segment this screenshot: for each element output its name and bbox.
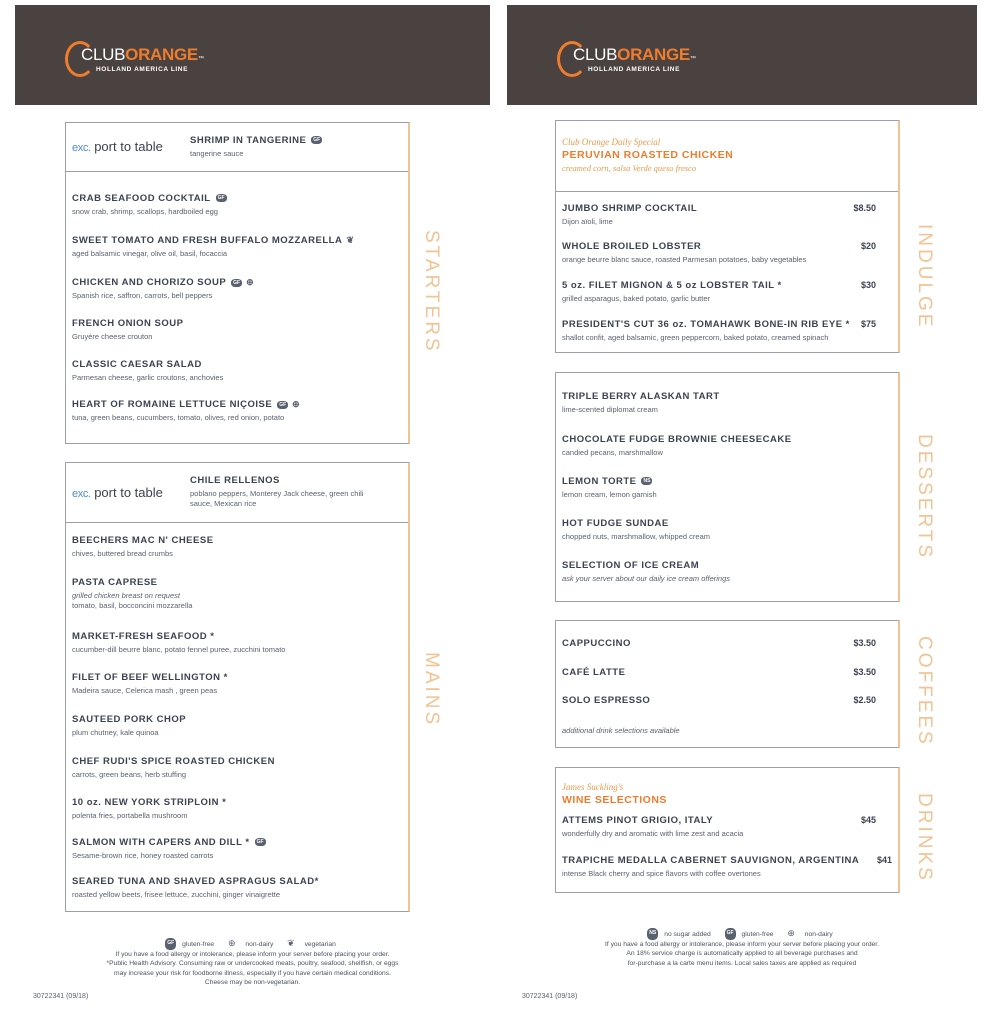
mains-section	[65, 462, 410, 912]
menu-item: ATTEMS PINOT GRIGIO, ITALY wonderfully dry and aromatic with lime zest and acacia	[562, 815, 744, 838]
footer-notes: GF gluten-free ⊕ non-dairy ❦ vegetarian If you have a food allergy or intolerance, please inform your server before placing your order. *Public Health Advisory. Consuming raw or undercooked meats, poultry, seafood, shellfish, or eggs may increase your risk for foodborne illness, especially if you have certain medical conditions. Cheese may be non-vegetarian.	[15, 938, 490, 988]
coffees-section	[555, 620, 900, 748]
section-heading-starters: STARTERS	[421, 230, 442, 354]
price: $8.50	[853, 203, 876, 213]
header-banner: CLUBORANGE™ HOLLAND AMERICA LINE	[507, 5, 977, 105]
coffee-note: additional drink selections available	[562, 726, 680, 735]
section-heading-drinks: DRINKS	[914, 793, 935, 883]
menu-item: TRIPLE BERRY ALASKAN TART lime-scented diplomat cream	[562, 391, 720, 414]
section-heading-indulge: INDULGE	[914, 224, 935, 330]
menu-item: SHRIMP IN TANGERINE GF tangerine sauce	[190, 135, 321, 158]
port-to-table-label: exc. port to table	[72, 485, 163, 500]
section-heading-coffees: COFFEES	[914, 636, 935, 747]
non-dairy-icon: ⊕	[787, 928, 795, 938]
menu-item: PRESIDENT'S CUT 36 oz. TOMAHAWK BONE-IN RIB EYE * shallot confit, aged balsamic, green peppercorn, baked potato, creamed spinach	[562, 319, 850, 342]
menu-item: FRENCH ONION SOUP Gruyère cheese crouton	[72, 318, 184, 341]
desserts-section	[555, 372, 900, 602]
section-heading-mains: MAINS	[421, 652, 442, 728]
menu-item: CHILE RELLENOS poblano peppers, Monterey Jack cheese, green chili sauce, Mexican rice	[190, 475, 364, 508]
price: $3.50	[853, 667, 876, 677]
gluten-free-icon: GF	[313, 137, 321, 144]
menu-item: CRAB SEAFOOD COCKTAIL GF snow crab, shrimp, scallops, hardboiled egg	[72, 193, 225, 216]
menu-item: HOT FUDGE SUNDAE chopped nuts, marshmallow, whipped cream	[562, 518, 710, 541]
footer-notes: NS no sugar added GF gluten-free ⊕ non-dairy If you have a food allergy or intolerance, please inform your server before placing your order. An 18% service charge is automatically applied to all beverage purchases and for-purchase a la carte menu items. Local sales taxes are applied as required	[507, 928, 977, 968]
gluten-free-icon: GF	[233, 279, 241, 286]
non-dairy-icon: ⊕	[292, 399, 301, 409]
menu-item: SWEET TOMATO AND FRESH BUFFALO MOZZARELLA ❦ aged balsamic vinegar, olive oil, basil, focaccia	[72, 235, 355, 259]
section-heading-desserts: DESSERTS	[914, 434, 935, 561]
daily-special: Club Orange Daily Special PERUVIAN ROASTED CHICKEN creamed corn, salsa Verde queso fresco	[562, 137, 734, 173]
price: $20	[860, 241, 876, 251]
price: $30	[860, 280, 876, 290]
menu-page-right	[507, 0, 977, 1024]
non-dairy-icon: ⊕	[228, 938, 236, 948]
menu-item: CHOCOLATE FUDGE BROWNIE CHEESECAKE candied pecans, marshmallow	[562, 434, 792, 457]
header-banner: CLUBORANGE™ HOLLAND AMERICA LINE	[15, 5, 490, 105]
menu-item: JUMBO SHRIMP COCKTAIL Dijon aïoli, lime	[562, 203, 698, 226]
drinks-section	[555, 767, 900, 893]
menu-item: SOLO ESPRESSO	[562, 695, 651, 706]
menu-item: SELECTION OF ICE CREAM ask your server about our daily ice cream offerings	[562, 560, 730, 583]
menu-item: WHOLE BROILED LOBSTER orange beurre blanc sauce, roasted Parmesan potatoes, baby vegetables	[562, 241, 807, 264]
price: $2.50	[853, 695, 876, 705]
dietary-legend: NS no sugar added GF gluten-free ⊕ non-dairy	[649, 928, 833, 938]
no-sugar-icon: NS	[643, 478, 651, 485]
menu-item: SEARED TUNA AND SHAVED ASPRAGUS SALAD* roasted yellow beets, frisee lettuce, zucchini, ginger vinaigrette	[72, 876, 319, 899]
menu-item: 5 oz. FILET MIGNON & 5 oz LOBSTER TAIL * grilled asparagus, baked potato, garlic butter	[562, 280, 782, 303]
menu-item: CHICKEN AND CHORIZO SOUP GF ⊕ Spanish rice, saffron, carrots, bell peppers	[72, 277, 255, 301]
gluten-free-icon: GF	[279, 401, 287, 408]
menu-item: CAPPUCCINO	[562, 638, 631, 649]
menu-item: LEMON TORTE NS lemon cream, lemon garnish	[562, 476, 657, 499]
price: $3.50	[853, 638, 876, 648]
menu-item: PASTA CAPRESE grilled chicken breast on request tomato, basil, bocconcini mozzarella	[72, 577, 193, 610]
menu-item: MARKET-FRESH SEAFOOD * cucumber-dill beurre blanc, potato fennel puree, zucchini tomato	[72, 631, 286, 654]
divider	[66, 171, 408, 172]
vegetarian-icon: ❦	[287, 938, 295, 948]
starters-section	[65, 122, 410, 444]
non-dairy-icon: ⊕	[246, 277, 255, 287]
dietary-legend: GF gluten-free ⊕ non-dairy ❦ vegetarian	[167, 938, 336, 948]
gluten-free-icon: GF	[217, 195, 225, 202]
menu-item: CAFÉ LATTE	[562, 667, 626, 678]
menu-page-left	[15, 0, 490, 1024]
wine-selections-title: James Suckling's WINE SELECTIONS	[562, 782, 667, 806]
menu-item: SAUTEED PORK CHOP plum chutney, kale quinoa	[72, 714, 187, 737]
divider	[66, 522, 408, 523]
no-sugar-icon: NS	[647, 928, 658, 940]
indulge-section	[555, 120, 900, 353]
port-to-table-label: exc. port to table	[72, 139, 163, 154]
price: $45	[860, 815, 876, 825]
gluten-free-icon: GF	[256, 839, 264, 846]
gluten-free-icon: GF	[725, 928, 736, 940]
menu-item: TRAPICHE MEDALLA CABERNET SAUVIGNON, ARGENTINA intense Black cherry and spice flavors with coffee overtones	[562, 855, 860, 878]
menu-item: HEART OF ROMAINE LETTUCE NIÇOISE GF ⊕ tuna, green beans, cucumbers, tomato, olives, red onion, potato	[72, 399, 301, 423]
menu-item: CLASSIC CAESAR SALAD Parmesan cheese, garlic croutons, anchovies	[72, 359, 224, 382]
divider	[556, 191, 898, 192]
menu-item: 10 oz. NEW YORK STRIPLOIN * polenta fries, portabella mushroom	[72, 797, 227, 820]
gluten-free-icon: GF	[165, 938, 176, 950]
menu-item: BEECHERS MAC N' CHEESE chives, buttered bread crumbs	[72, 535, 214, 558]
menu-code: 30722341 (09/18)	[522, 993, 578, 1000]
price: $41	[876, 855, 892, 865]
vegetarian-icon: ❦	[346, 235, 355, 245]
menu-item: SALMON WITH CAPERS AND DILL * GF Sesame-brown rice, honey roasted carrots	[72, 837, 264, 860]
price: $75	[860, 319, 876, 329]
menu-code: 30722341 (09/18)	[33, 993, 89, 1000]
menu-item: CHEF RUDI'S SPICE ROASTED CHICKEN carrots, green beans, herb stuffing	[72, 756, 275, 779]
menu-item: FILET OF BEEF WELLINGTON * Madeira sauce, Celerica mash , green peas	[72, 672, 228, 695]
